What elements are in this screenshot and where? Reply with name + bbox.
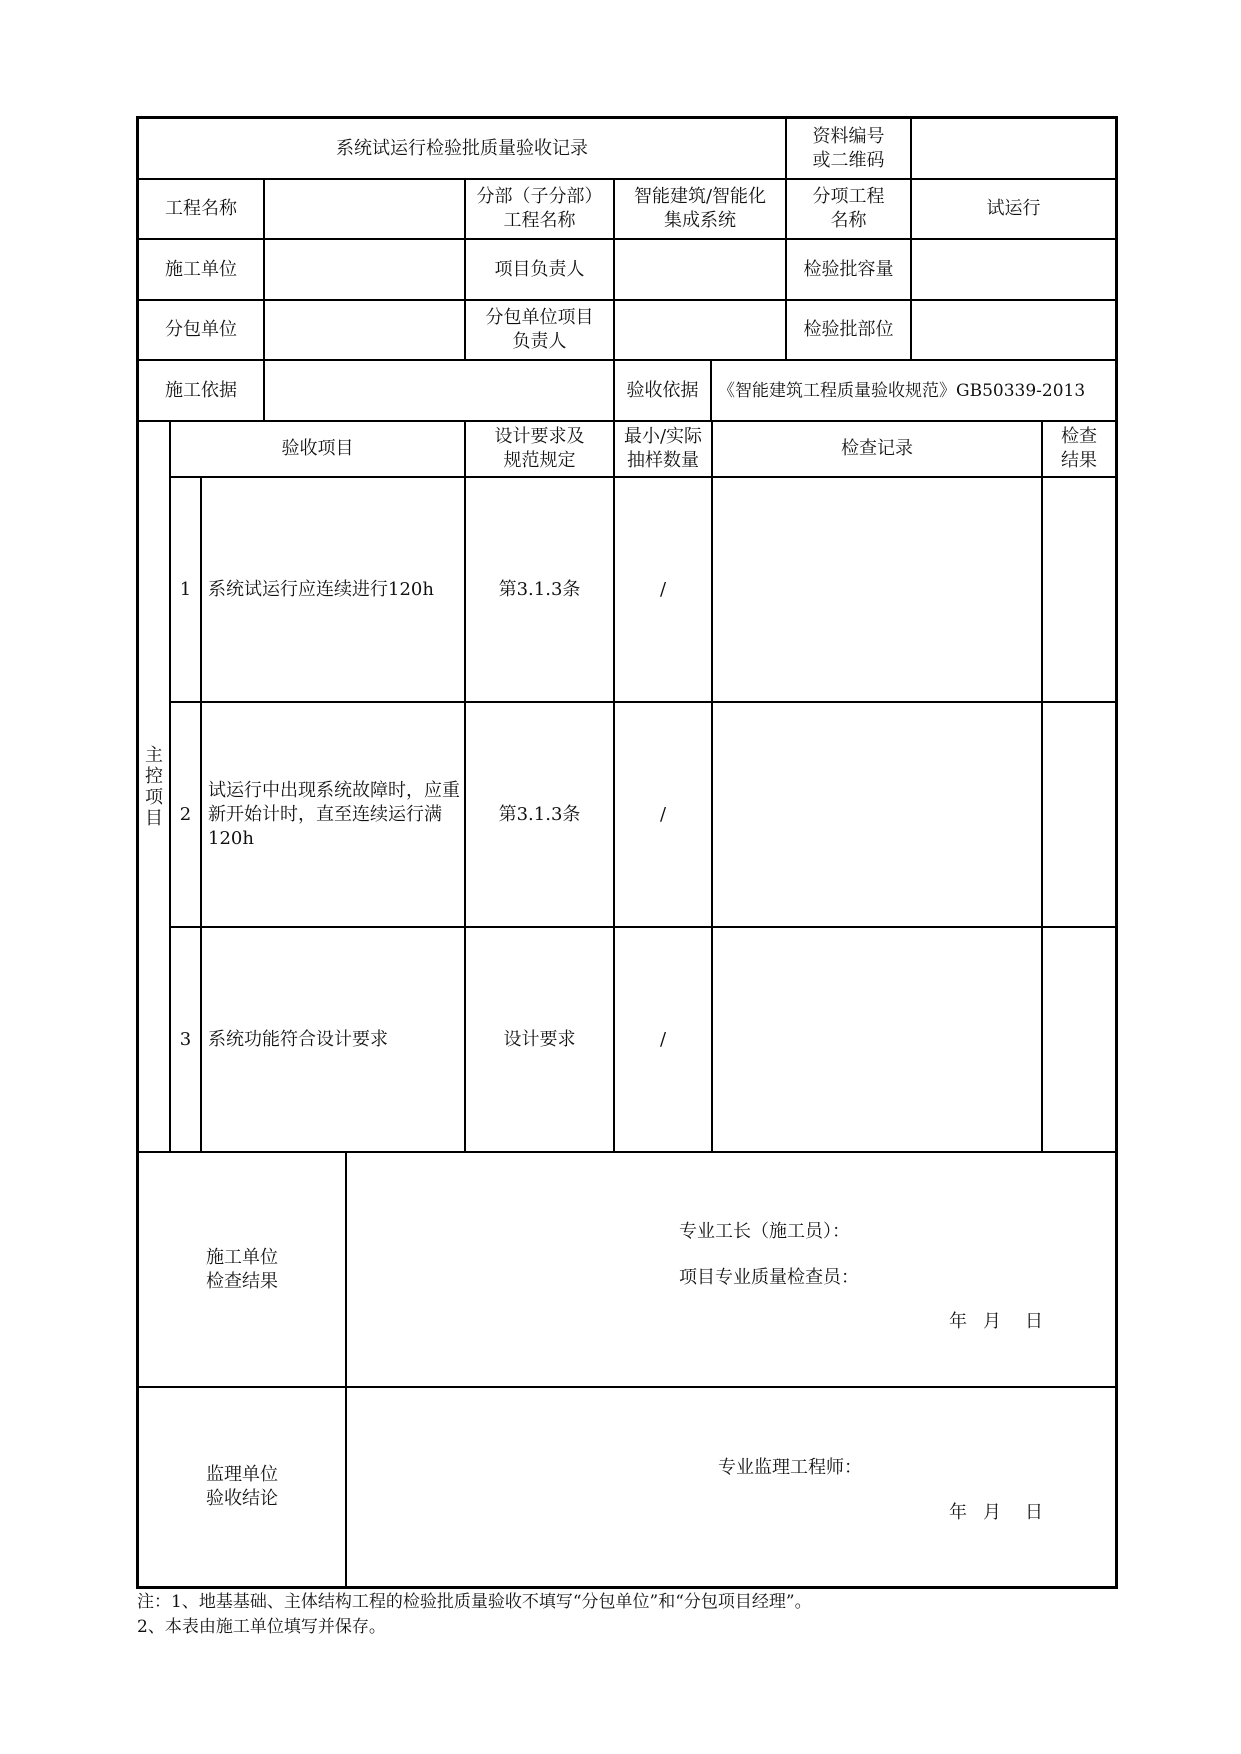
row-design: 设计要求 (503, 1028, 576, 1050)
header-design: 设计要求及 规范规定 (494, 426, 585, 471)
doc-no-label: 资料编号 或二维码 (812, 125, 885, 171)
project-name-label: 工程名称 (165, 198, 237, 219)
row-number: 1 (179, 578, 192, 600)
division-value: 智能建筑/智能化 集成系统 (633, 186, 767, 231)
quality-inspector-signature[interactable]: 项目专业质量检查员： (679, 1267, 859, 1288)
subitem-value: 试运行 (986, 198, 1041, 219)
contractor-label: 施工单位 (165, 258, 237, 280)
row-design: 第3.1.3条 (498, 578, 581, 600)
main-control-label: 主 控 项 目 (145, 744, 163, 829)
form-title: 系统试运行检验批质量验收记录 (336, 137, 588, 159)
row-item: 系统功能符合设计要求 (208, 1028, 388, 1050)
acceptance-basis-label: 验收依据 (626, 379, 699, 401)
row-item: 试运行中出现系统故障时，应重新开始计时，直至连续运行满120h (208, 779, 460, 849)
location-label: 检验批部位 (803, 319, 894, 340)
row-number: 2 (179, 803, 192, 825)
supervisor-date-year[interactable]: 年 (949, 1502, 967, 1523)
subcontractor-value[interactable] (265, 301, 464, 359)
supervisor-date-day[interactable]: 日 (1025, 1502, 1043, 1523)
supervisor-date-month[interactable]: 月 (983, 1502, 1001, 1523)
contractor-date-year[interactable]: 年 (949, 1311, 967, 1332)
location-value[interactable] (912, 301, 1115, 359)
project-name-value[interactable] (265, 180, 464, 238)
acceptance-basis-value: 《智能建筑工程质量验收规范》GB50339-2013 (718, 380, 1086, 401)
note-1: 注：1、地基基础、主体结构工程的检验批质量验收不填写“分包单位”和“分包项目经理”。 (137, 1592, 812, 1612)
capacity-label: 检验批容量 (803, 258, 894, 280)
row-sample: / (659, 1028, 667, 1050)
manager-label: 项目负责人 (494, 258, 585, 280)
subcontractor-label: 分包单位 (165, 319, 237, 340)
contractor-date-month[interactable]: 月 (983, 1311, 1001, 1332)
row-result[interactable] (1043, 928, 1115, 1151)
col-divider (345, 1151, 347, 1586)
contractor-check-label: 施工单位 检查结果 (206, 1246, 278, 1292)
subitem-label: 分项工程 名称 (812, 186, 885, 231)
manager-value[interactable] (615, 240, 785, 299)
row-item: 系统试运行应连续进行120h (208, 578, 434, 600)
row-sample: / (659, 578, 667, 600)
row-sample: / (659, 803, 667, 825)
header-sample: 最小/实际 抽样数量 (623, 426, 703, 471)
row-record[interactable] (713, 928, 1041, 1151)
inspection-record-form (136, 116, 1118, 1589)
sub-manager-value[interactable] (615, 301, 785, 359)
foreman-signature[interactable]: 专业工长（施工员）： (679, 1221, 850, 1242)
contractor-value[interactable] (265, 240, 464, 299)
doc-no-value[interactable] (912, 119, 1115, 178)
row-record[interactable] (713, 478, 1041, 701)
row-design: 第3.1.3条 (498, 803, 581, 825)
basis-value[interactable] (265, 361, 613, 420)
contractor-date-day[interactable]: 日 (1025, 1311, 1043, 1332)
sub-manager-label: 分包单位项目 负责人 (485, 307, 594, 352)
row-record[interactable] (713, 703, 1041, 926)
division-label: 分部（子分部） 工程名称 (476, 186, 603, 231)
basis-label: 施工依据 (165, 379, 237, 401)
row-number: 3 (179, 1028, 192, 1050)
supervising-engineer-signature[interactable]: 专业监理工程师： (718, 1457, 862, 1478)
capacity-value[interactable] (912, 240, 1115, 299)
header-result: 检查 结果 (1061, 426, 1097, 471)
header-record: 检查记录 (841, 438, 913, 459)
note-2: 2、本表由施工单位填写并保存。 (137, 1617, 386, 1637)
header-item: 验收项目 (281, 438, 354, 459)
supervisor-check-label: 监理单位 验收结论 (206, 1464, 278, 1509)
row-result[interactable] (1043, 478, 1115, 701)
form-notes (137, 1590, 812, 1640)
row-result[interactable] (1043, 703, 1115, 926)
